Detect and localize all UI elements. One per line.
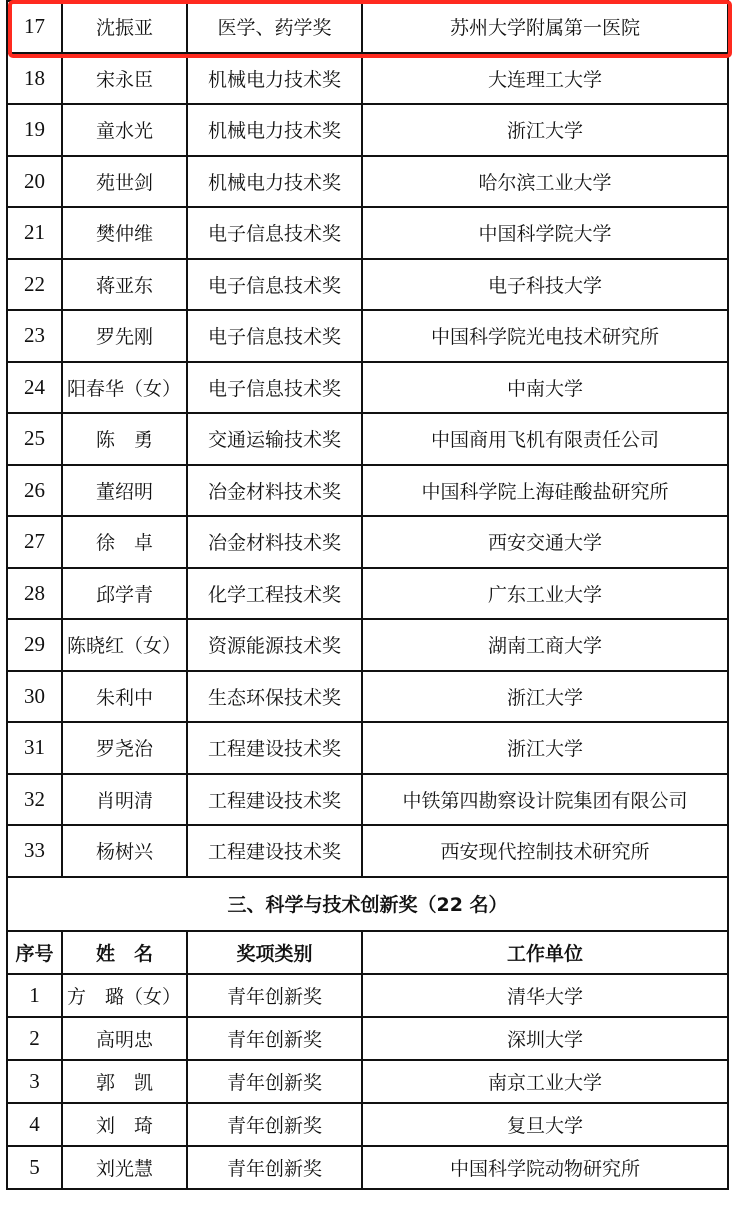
table-row: [7, 974, 728, 1017]
work-unit: 复旦大学: [362, 1103, 728, 1146]
row-number: 28: [7, 568, 62, 620]
award-category: 机械电力技术奖: [187, 104, 362, 156]
row-number: 19: [7, 104, 62, 156]
work-unit: 电子科技大学: [362, 259, 728, 311]
table-row: [7, 1, 728, 53]
row-number: 21: [7, 207, 62, 259]
row-number: 27: [7, 516, 62, 568]
table-row: [7, 1146, 728, 1189]
award-category: 工程建设技术奖: [187, 722, 362, 774]
header-name: 姓 名: [62, 931, 187, 974]
row-number: 18: [7, 53, 62, 105]
person-name: 方 璐（女）: [62, 974, 187, 1017]
row-number: 2: [7, 1017, 62, 1060]
row-number: 25: [7, 413, 62, 465]
award-category: 青年创新奖: [187, 1060, 362, 1103]
person-name: 罗先刚: [62, 310, 187, 362]
award-category: 生态环保技术奖: [187, 671, 362, 723]
award-category: 化学工程技术奖: [187, 568, 362, 620]
work-unit: 苏州大学附属第一医院: [362, 1, 728, 53]
section-title-row: [7, 877, 728, 931]
person-name: 陈晓红（女）: [62, 619, 187, 671]
row-number: 22: [7, 259, 62, 311]
header-org: 工作单位: [362, 931, 728, 974]
row-number: 1: [7, 974, 62, 1017]
work-unit: 广东工业大学: [362, 568, 728, 620]
award-category: 电子信息技术奖: [187, 207, 362, 259]
awards-table: [6, 0, 729, 1190]
work-unit: 浙江大学: [362, 104, 728, 156]
row-number: 17: [7, 1, 62, 53]
table-row: [7, 156, 728, 208]
award-category: 电子信息技术奖: [187, 310, 362, 362]
award-category: 青年创新奖: [187, 1103, 362, 1146]
person-name: 肖明清: [62, 774, 187, 826]
person-name: 杨树兴: [62, 825, 187, 877]
person-name: 童水光: [62, 104, 187, 156]
table-row: [7, 619, 728, 671]
person-name: 陈 勇: [62, 413, 187, 465]
row-number: 31: [7, 722, 62, 774]
person-name: 蒋亚东: [62, 259, 187, 311]
person-name: 朱利中: [62, 671, 187, 723]
work-unit: 南京工业大学: [362, 1060, 728, 1103]
work-unit: 湖南工商大学: [362, 619, 728, 671]
table-header-row: [7, 931, 728, 974]
person-name: 沈振亚: [62, 1, 187, 53]
award-category: 机械电力技术奖: [187, 53, 362, 105]
table-row: [7, 516, 728, 568]
row-number: 23: [7, 310, 62, 362]
row-number: 32: [7, 774, 62, 826]
work-unit: 中国科学院上海硅酸盐研究所: [362, 465, 728, 517]
section3-rows: [7, 974, 728, 1189]
row-number: 24: [7, 362, 62, 414]
awards-list-document: [6, 0, 727, 1190]
header-no: 序号: [7, 931, 62, 974]
work-unit: 中铁第四勘察设计院集团有限公司: [362, 774, 728, 826]
table-row: [7, 1017, 728, 1060]
work-unit: 大连理工大学: [362, 53, 728, 105]
table-row: [7, 53, 728, 105]
work-unit: 中国商用飞机有限责任公司: [362, 413, 728, 465]
section3: [7, 877, 728, 974]
award-category: 冶金材料技术奖: [187, 516, 362, 568]
table-row: [7, 310, 728, 362]
work-unit: 哈尔滨工业大学: [362, 156, 728, 208]
table-row: [7, 1060, 728, 1103]
award-category: 青年创新奖: [187, 1017, 362, 1060]
person-name: 阳春华（女）: [62, 362, 187, 414]
table-row: [7, 825, 728, 877]
person-name: 邱学青: [62, 568, 187, 620]
person-name: 郭 凯: [62, 1060, 187, 1103]
award-category: 工程建设技术奖: [187, 825, 362, 877]
person-name: 苑世剑: [62, 156, 187, 208]
table-row: [7, 722, 728, 774]
work-unit: 西安交通大学: [362, 516, 728, 568]
part2-rows: [7, 1, 728, 877]
work-unit: 中国科学院光电技术研究所: [362, 310, 728, 362]
work-unit: 深圳大学: [362, 1017, 728, 1060]
award-category: 医学、药学奖: [187, 1, 362, 53]
award-category: 青年创新奖: [187, 974, 362, 1017]
person-name: 樊仲维: [62, 207, 187, 259]
award-category: 电子信息技术奖: [187, 259, 362, 311]
work-unit: 中国科学院大学: [362, 207, 728, 259]
work-unit: 清华大学: [362, 974, 728, 1017]
person-name: 徐 卓: [62, 516, 187, 568]
award-category: 电子信息技术奖: [187, 362, 362, 414]
person-name: 刘光慧: [62, 1146, 187, 1189]
work-unit: 浙江大学: [362, 671, 728, 723]
row-number: 3: [7, 1060, 62, 1103]
work-unit: 中国科学院动物研究所: [362, 1146, 728, 1189]
table-row: [7, 104, 728, 156]
row-number: 5: [7, 1146, 62, 1189]
person-name: 刘 琦: [62, 1103, 187, 1146]
table-row: [7, 413, 728, 465]
table-row: [7, 207, 728, 259]
award-category: 资源能源技术奖: [187, 619, 362, 671]
person-name: 董绍明: [62, 465, 187, 517]
person-name: 高明忠: [62, 1017, 187, 1060]
row-number: 20: [7, 156, 62, 208]
row-number: 29: [7, 619, 62, 671]
person-name: 罗尧治: [62, 722, 187, 774]
award-category: 冶金材料技术奖: [187, 465, 362, 517]
award-category: 机械电力技术奖: [187, 156, 362, 208]
award-category: 青年创新奖: [187, 1146, 362, 1189]
award-category: 工程建设技术奖: [187, 774, 362, 826]
header-category: 奖项类别: [187, 931, 362, 974]
award-category: 交通运输技术奖: [187, 413, 362, 465]
work-unit: 浙江大学: [362, 722, 728, 774]
row-number: 30: [7, 671, 62, 723]
row-number: 26: [7, 465, 62, 517]
work-unit: 中南大学: [362, 362, 728, 414]
table-row: [7, 568, 728, 620]
table-row: [7, 1103, 728, 1146]
row-number: 33: [7, 825, 62, 877]
table-row: [7, 774, 728, 826]
section-title: 三、科学与技术创新奖（22 名）: [7, 877, 728, 931]
table-row: [7, 465, 728, 517]
table-row: [7, 362, 728, 414]
person-name: 宋永臣: [62, 53, 187, 105]
table-row: [7, 671, 728, 723]
table-row: [7, 259, 728, 311]
work-unit: 西安现代控制技术研究所: [362, 825, 728, 877]
row-number: 4: [7, 1103, 62, 1146]
